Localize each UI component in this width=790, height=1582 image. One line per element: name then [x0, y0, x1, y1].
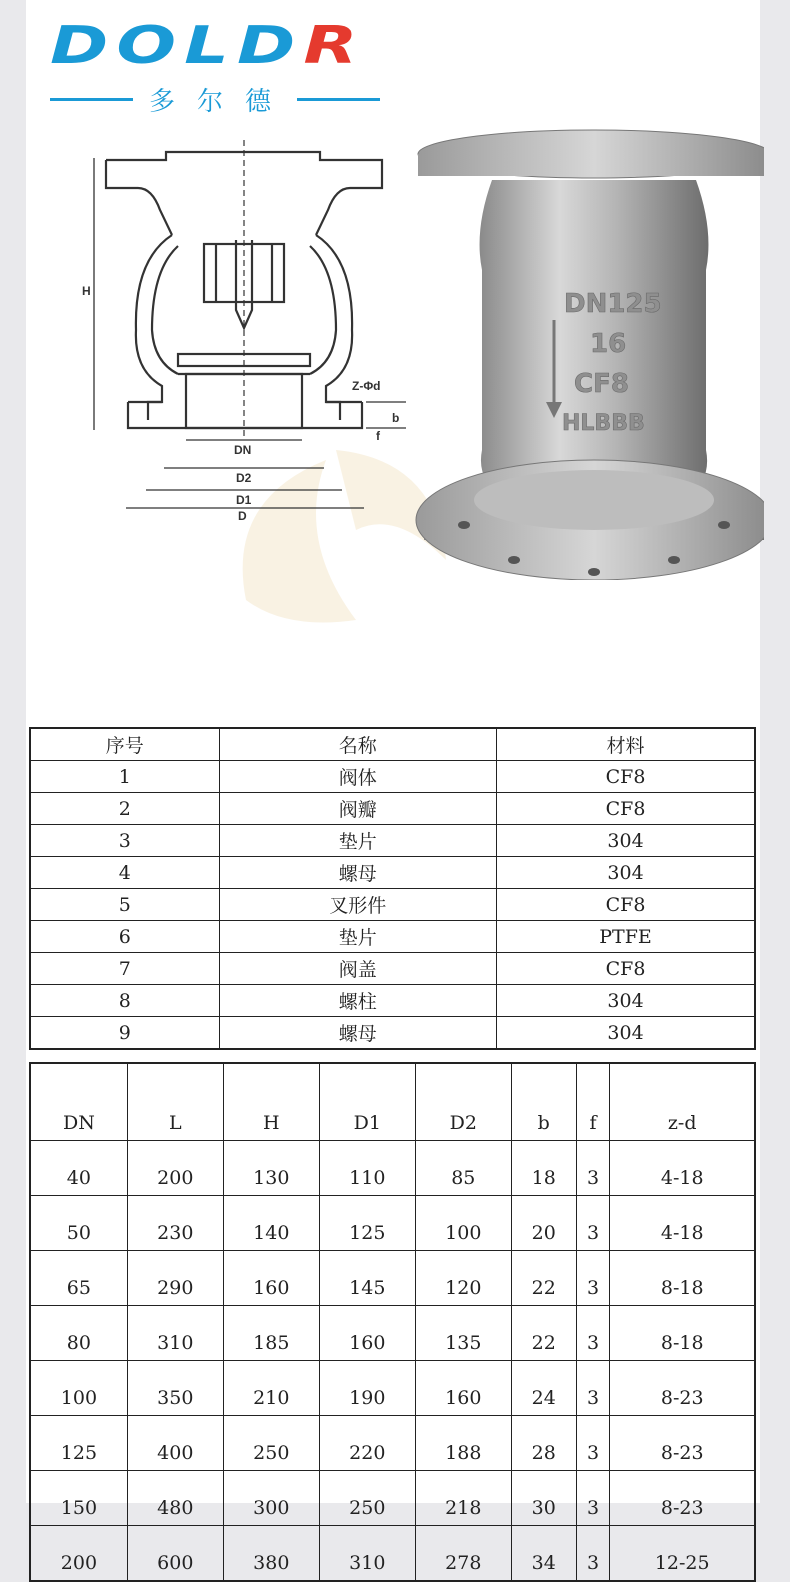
table-cell: 230	[127, 1196, 223, 1251]
table-cell: 188	[415, 1416, 511, 1471]
header-cell: D1	[319, 1063, 415, 1141]
table-cell: 28	[511, 1416, 576, 1471]
parts-material-table	[29, 727, 756, 1050]
brand-subtitle	[50, 84, 380, 117]
table-cell: 125	[30, 1416, 127, 1471]
table-cell: 310	[127, 1306, 223, 1361]
table-cell: 4-18	[610, 1196, 755, 1251]
svg-text:f: f	[376, 429, 380, 443]
table-cell: 螺柱	[219, 985, 497, 1017]
header-cell: z-d	[610, 1063, 755, 1141]
table-cell: 3	[30, 825, 219, 857]
table-cell: 160	[319, 1306, 415, 1361]
table-cell: 250	[319, 1471, 415, 1526]
brand-logo	[50, 16, 410, 117]
header-cell: DN	[30, 1063, 127, 1141]
table-cell: 3	[576, 1141, 610, 1196]
header-cell: 名称	[219, 728, 497, 761]
header-cell: b	[511, 1063, 576, 1141]
table-cell: 垫片	[219, 921, 497, 953]
table-cell: PTFE	[497, 921, 755, 953]
table-cell: 304	[497, 825, 755, 857]
table-cell: 8-23	[610, 1361, 755, 1416]
table-cell: 8-18	[610, 1306, 755, 1361]
table-cell: 304	[497, 1017, 755, 1050]
table-row	[30, 1196, 755, 1251]
table-cell: 480	[127, 1471, 223, 1526]
table-cell: 400	[127, 1416, 223, 1471]
table-cell: 210	[223, 1361, 319, 1416]
table-row	[30, 761, 755, 793]
table-cell: 螺母	[219, 857, 497, 889]
table-row	[30, 889, 755, 921]
table-cell: 3	[576, 1471, 610, 1526]
table-cell: 304	[497, 985, 755, 1017]
table-cell: CF8	[497, 761, 755, 793]
table-cell: 600	[127, 1526, 223, 1582]
table-cell: 190	[319, 1361, 415, 1416]
table-cell: 40	[30, 1141, 127, 1196]
header-cell: f	[576, 1063, 610, 1141]
table-cell: 200	[30, 1526, 127, 1582]
table-header-row	[30, 728, 755, 761]
table-cell: 30	[511, 1471, 576, 1526]
table-cell: CF8	[497, 793, 755, 825]
header-cell: 序号	[30, 728, 219, 761]
table-cell: 螺母	[219, 1017, 497, 1050]
table-cell: 3	[576, 1361, 610, 1416]
table-cell: 阀体	[219, 761, 497, 793]
table-row	[30, 1017, 755, 1050]
table-cell: 阀盖	[219, 953, 497, 985]
table-cell: 290	[127, 1251, 223, 1306]
svg-text:DN125: DN125	[564, 289, 662, 319]
table-row	[30, 793, 755, 825]
table-cell: 130	[223, 1141, 319, 1196]
table-cell: 12-25	[610, 1526, 755, 1582]
table-cell: 3	[576, 1416, 610, 1471]
svg-text:HLBBB: HLBBB	[562, 411, 645, 436]
svg-text:CF8: CF8	[574, 369, 629, 399]
svg-text:b: b	[392, 411, 400, 425]
table-cell: 7	[30, 953, 219, 985]
table-cell: 50	[30, 1196, 127, 1251]
table-row	[30, 921, 755, 953]
svg-text:D: D	[238, 509, 247, 520]
table-cell: 24	[511, 1361, 576, 1416]
table-cell: 8-23	[610, 1471, 755, 1526]
table-cell: 278	[415, 1526, 511, 1582]
table-row	[30, 857, 755, 889]
table-cell: 20	[511, 1196, 576, 1251]
table-cell: 120	[415, 1251, 511, 1306]
table-cell: 85	[415, 1141, 511, 1196]
table-cell: 叉形件	[219, 889, 497, 921]
table-cell: 9	[30, 1017, 219, 1050]
table-cell: 2	[30, 793, 219, 825]
table-cell: 200	[127, 1141, 223, 1196]
table-cell: 135	[415, 1306, 511, 1361]
table-row	[30, 985, 755, 1017]
table-cell: 125	[319, 1196, 415, 1251]
product-page	[26, 0, 760, 1574]
svg-text:Z-Φd: Z-Φd	[352, 379, 381, 393]
dimension-table	[29, 1062, 756, 1582]
table-cell: 8	[30, 985, 219, 1017]
brand-wordmark: DOLDR	[50, 16, 366, 76]
table-cell: 185	[223, 1306, 319, 1361]
table-cell: 5	[30, 889, 219, 921]
table-header-row	[30, 1063, 755, 1141]
table-cell: 3	[576, 1306, 610, 1361]
table-cell: 18	[511, 1141, 576, 1196]
header-cell: L	[127, 1063, 223, 1141]
table-row	[30, 1471, 755, 1526]
table-cell: 垫片	[219, 825, 497, 857]
svg-text:D2: D2	[236, 471, 252, 485]
table-cell: 300	[223, 1471, 319, 1526]
table-cell: 145	[319, 1251, 415, 1306]
table-cell: 380	[223, 1526, 319, 1582]
table-cell: 34	[511, 1526, 576, 1582]
valve-product-photo	[404, 120, 764, 580]
table-cell: 22	[511, 1306, 576, 1361]
table-cell: 150	[30, 1471, 127, 1526]
header-cell: H	[223, 1063, 319, 1141]
table-row	[30, 1251, 755, 1306]
table-cell: 80	[30, 1306, 127, 1361]
table-row	[30, 1141, 755, 1196]
table-cell: 250	[223, 1416, 319, 1471]
table-cell: 1	[30, 761, 219, 793]
table-cell: 310	[319, 1526, 415, 1582]
svg-text:D1: D1	[236, 493, 252, 507]
table-cell: 100	[415, 1196, 511, 1251]
svg-text:DN: DN	[234, 443, 252, 457]
table-row	[30, 1526, 755, 1582]
table-cell: 阀瓣	[219, 793, 497, 825]
table-row	[30, 1416, 755, 1471]
header-cell: 材料	[497, 728, 755, 761]
table-cell: 3	[576, 1196, 610, 1251]
table-cell: 140	[223, 1196, 319, 1251]
table-cell: 3	[576, 1251, 610, 1306]
table-row	[30, 1361, 755, 1416]
table-cell: 160	[223, 1251, 319, 1306]
table-cell: 350	[127, 1361, 223, 1416]
table-row	[30, 953, 755, 985]
table-cell: 220	[319, 1416, 415, 1471]
table-cell: 8-23	[610, 1416, 755, 1471]
table-cell: 110	[319, 1141, 415, 1196]
table-cell: CF8	[497, 953, 755, 985]
table-row	[30, 1306, 755, 1361]
table-cell: 160	[415, 1361, 511, 1416]
table-cell: 6	[30, 921, 219, 953]
valve-section-drawing	[66, 140, 406, 520]
table-cell: 218	[415, 1471, 511, 1526]
table-cell: 8-18	[610, 1251, 755, 1306]
table-cell: 22	[511, 1251, 576, 1306]
table-cell: 4-18	[610, 1141, 755, 1196]
table-cell: 65	[30, 1251, 127, 1306]
table-cell: 100	[30, 1361, 127, 1416]
table-cell: 3	[576, 1526, 610, 1582]
table-cell: 304	[497, 857, 755, 889]
table-cell: CF8	[497, 889, 755, 921]
svg-text:16: 16	[590, 329, 627, 359]
header-cell: D2	[415, 1063, 511, 1141]
table-cell: 4	[30, 857, 219, 889]
table-row	[30, 825, 755, 857]
svg-text:H: H	[82, 284, 91, 298]
brand-name-cn: 多尔德	[149, 86, 294, 117]
